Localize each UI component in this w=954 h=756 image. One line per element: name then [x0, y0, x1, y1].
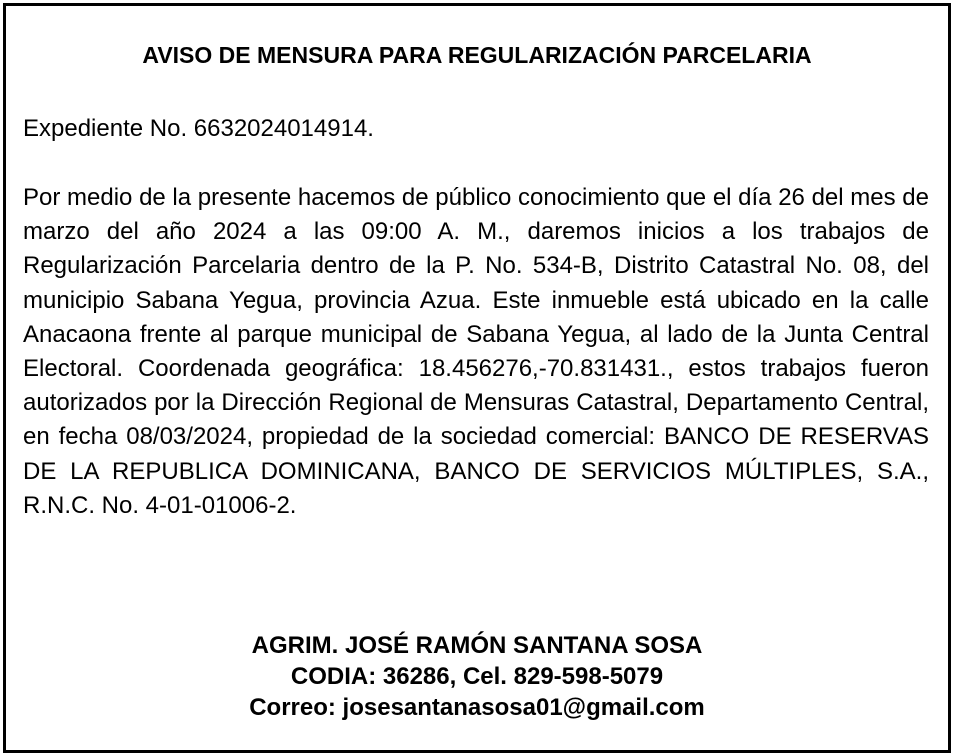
notice-frame	[3, 3, 951, 753]
signature-codia-phone: CODIA: 36286, Cel. 829-598-5079	[290, 663, 664, 690]
signature-name: AGRIM. JOSÉ RAMÓN SANTANA SOSA	[251, 632, 703, 659]
notice-title: AVISO DE MENSURA PARA REGULARIZACIÓN PARCELARIA	[142, 42, 812, 68]
signature-block	[6, 630, 948, 723]
file-number: Expediente No. 6632024014914.	[23, 115, 374, 142]
signature-email: Correo: josesantanasosa01@gmail.com	[249, 694, 705, 721]
notice-body: Por medio de la presente hacemos de público conocimiento que el día 26 del mes de marzo del año 2024 a las 09:00 A. M., daremos inicios a los trabajos de Regularización Parcelaria dentro de la P. No. 534-B, Distrito Catastral No. 08, del municipio Sabana Yegua, provincia Azua. Este inmueble está ubicado en la calle Anacaona frente al parque municipal de Sabana Yegua, al lado de la Junta Central Electoral. Coordenada geográfica: 18.456276,-70.831431., estos trabajos fueron autorizados por la Dirección Regional de Mensuras Catastral, Departamento Central, en fecha 08/03/2024, propiedad de la sociedad comercial: BANCO DE RESERVAS DE LA REPUBLICA DOMINICANA, BANCO DE SERVICIOS MÚLTIPLES, S.A., R.N.C. No. 4-01-01006-2.	[23, 184, 929, 519]
